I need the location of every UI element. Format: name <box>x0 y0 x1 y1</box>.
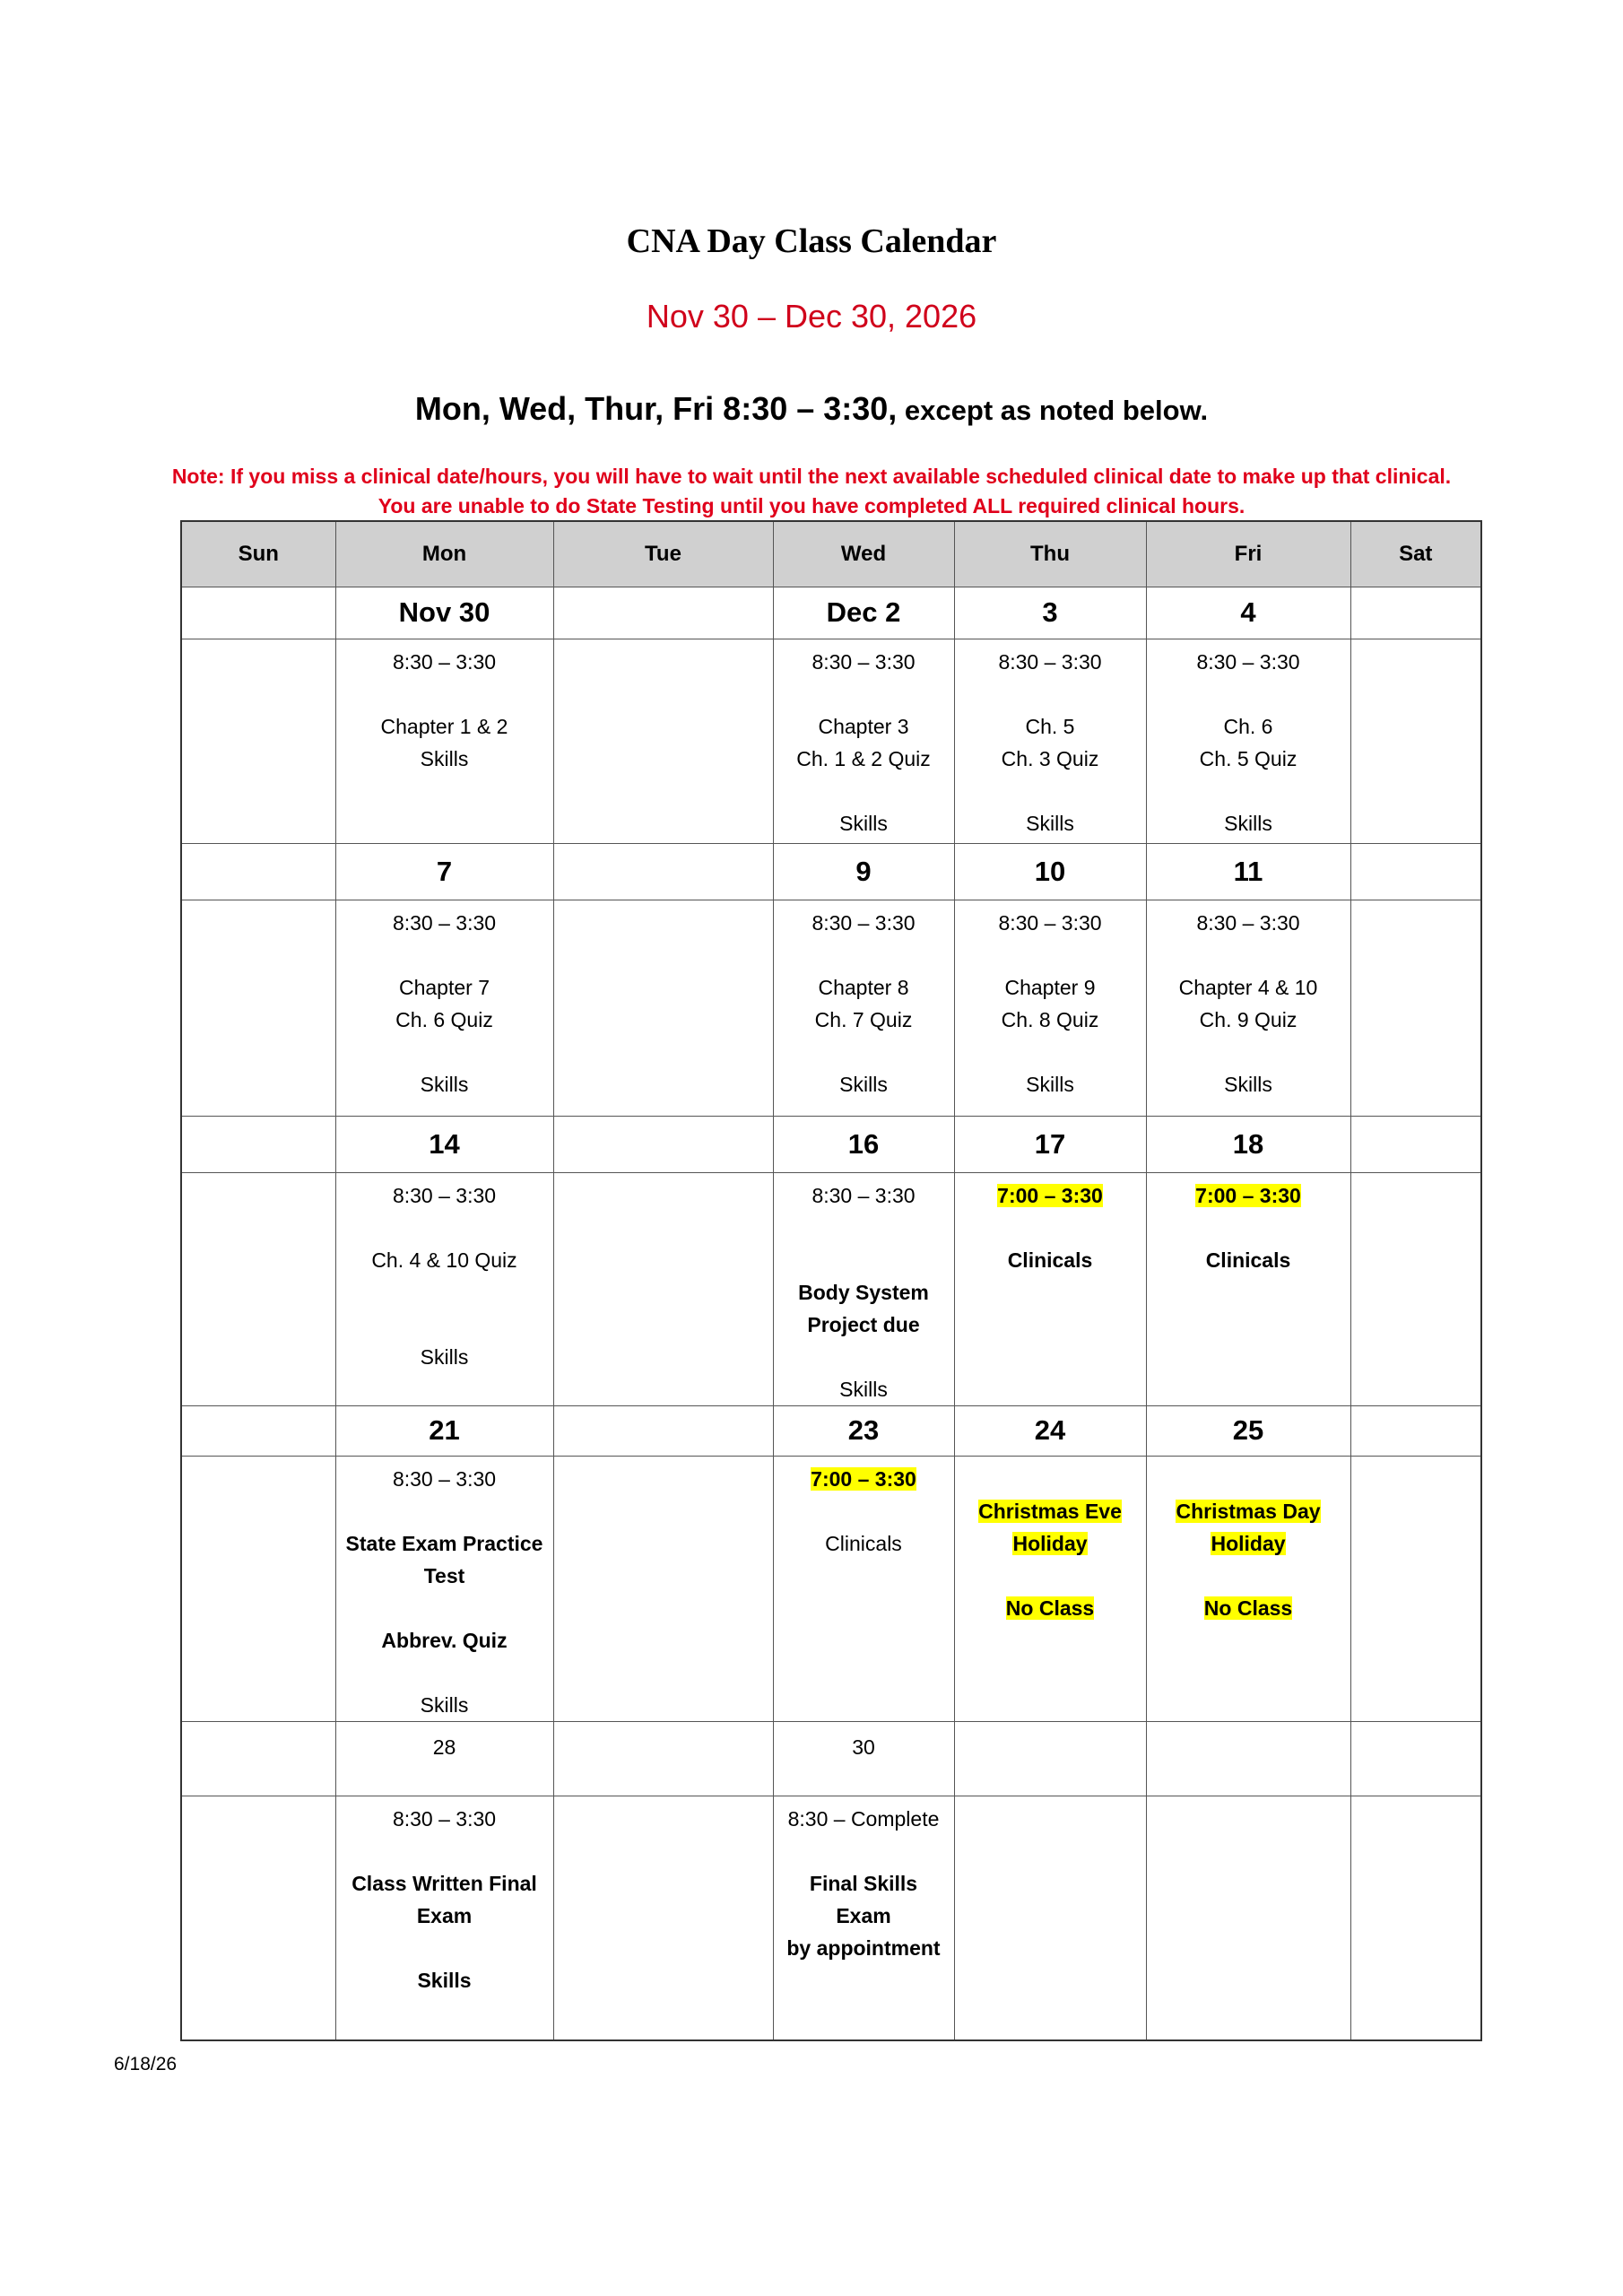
date-cell: 16 <box>773 1116 954 1172</box>
day-cell <box>954 1796 1146 2040</box>
day-cell <box>773 1796 954 2040</box>
cell-text: Ch. 4 & 10 Quiz <box>371 1248 517 1272</box>
cell-text: No Class <box>1005 1596 1095 1620</box>
date-cell: 3 <box>954 587 1146 639</box>
cell-text: Final Skills <box>809 1871 918 1895</box>
cell-text: Test <box>423 1563 465 1587</box>
cell-line <box>774 678 954 710</box>
day-cell <box>773 900 954 1116</box>
cell-line <box>774 646 954 678</box>
cell-line <box>336 1036 553 1068</box>
date-row <box>181 1405 1481 1456</box>
cell-text: Holiday <box>1012 1531 1088 1555</box>
cell-line <box>774 1212 954 1244</box>
weekday-header: Sun <box>181 521 335 587</box>
day-cell <box>773 1172 954 1405</box>
cell-line <box>774 1179 954 1212</box>
cell-line <box>336 1592 553 1624</box>
weekday-header: Sat <box>1350 521 1481 587</box>
cell-text: Skills <box>839 811 888 835</box>
date-cell <box>954 1721 1146 1796</box>
cell-text: Abbrev. Quiz <box>381 1628 508 1652</box>
date-cell <box>553 1721 773 1796</box>
note-line-2: You are unable to do State Testing until you have completed ALL required clinical hours. <box>378 494 1245 517</box>
day-cell <box>553 1172 773 1405</box>
cell-line <box>336 646 553 678</box>
cell-text: State Exam Practice <box>345 1531 543 1555</box>
cell-line <box>774 1276 954 1309</box>
date-cell <box>1350 1116 1481 1172</box>
cell-text: Chapter 1 & 2 <box>380 714 508 738</box>
cell-text: 8:30 – 3:30 <box>998 910 1102 935</box>
cell-line <box>955 1244 1146 1276</box>
cell-text: Skills <box>1026 1072 1074 1096</box>
cell-text: Ch. 7 Quiz <box>814 1007 913 1031</box>
revision-date: 6/18/26 <box>114 2054 178 2074</box>
cell-text: Holiday <box>1211 1531 1286 1555</box>
cell-text: Skills <box>1026 811 1074 835</box>
cell-line <box>336 1964 553 1996</box>
day-cell <box>773 1456 954 1721</box>
day-cell <box>553 900 773 1116</box>
cell-text: No Class <box>1203 1596 1293 1620</box>
cell-line <box>1147 939 1350 971</box>
cell-line <box>955 971 1146 1004</box>
cell-text: 7:00 – 3:30 <box>997 1183 1103 1207</box>
weekday-header: Thu <box>954 521 1146 587</box>
cell-line <box>774 971 954 1004</box>
schedule-line <box>0 387 1623 438</box>
cell-line <box>336 971 553 1004</box>
cell-line <box>336 678 553 710</box>
day-cell <box>1146 1172 1350 1405</box>
content-row <box>181 639 1481 843</box>
day-cell <box>1350 900 1481 1116</box>
date-cell: 14 <box>335 1116 553 1172</box>
day-cell <box>335 639 553 843</box>
cell-text: Skills <box>1224 1072 1272 1096</box>
cell-line <box>1147 1592 1350 1624</box>
date-cell: 25 <box>1146 1405 1350 1456</box>
cell-text: 8:30 – 3:30 <box>1196 649 1300 674</box>
cell-text: Ch. 8 Quiz <box>1001 1007 1099 1031</box>
cell-line <box>1147 1004 1350 1036</box>
cell-line <box>774 775 954 807</box>
cell-line <box>336 710 553 743</box>
date-row <box>181 843 1481 900</box>
cell-line <box>336 907 553 939</box>
day-cell <box>181 900 335 1116</box>
schedule-suffix: except as noted below. <box>897 395 1209 426</box>
cell-line <box>955 1068 1146 1100</box>
cell-line <box>336 1495 553 1527</box>
day-cell <box>954 900 1146 1116</box>
day-cell <box>1146 1456 1350 1721</box>
date-cell: 4 <box>1146 587 1350 639</box>
cell-line <box>774 1932 954 1964</box>
cell-line <box>336 1835 553 1867</box>
day-cell <box>954 1456 1146 1721</box>
date-cell <box>1350 587 1481 639</box>
day-cell <box>553 639 773 843</box>
cell-line <box>1147 1463 1350 1495</box>
cell-text: 8:30 – 3:30 <box>812 910 916 935</box>
calendar-body <box>181 587 1481 2040</box>
cell-text: Ch. 6 <box>1223 714 1273 738</box>
date-cell <box>553 587 773 639</box>
cell-line <box>774 907 954 939</box>
cell-text: Chapter 4 & 10 <box>1178 975 1318 999</box>
cell-line <box>336 743 553 775</box>
content-row <box>181 1172 1481 1405</box>
cell-text: Skills <box>417 1968 472 1992</box>
day-cell <box>1146 639 1350 843</box>
date-cell: 11 <box>1146 843 1350 900</box>
cell-text: Christmas Eve <box>978 1499 1122 1523</box>
weekday-header: Tue <box>553 521 773 587</box>
weekday-header: Wed <box>773 521 954 587</box>
date-cell: 23 <box>773 1405 954 1456</box>
day-cell <box>335 1456 553 1721</box>
cell-line <box>774 1004 954 1036</box>
date-cell <box>553 1405 773 1456</box>
cell-text: Ch. 9 Quiz <box>1199 1007 1298 1031</box>
cell-line <box>336 1803 553 1835</box>
cell-line <box>336 1689 553 1721</box>
cell-text: Ch. 3 Quiz <box>1001 746 1099 770</box>
date-cell: 28 <box>335 1721 553 1796</box>
day-cell <box>954 639 1146 843</box>
cell-line <box>955 939 1146 971</box>
cell-line <box>774 939 954 971</box>
cell-line <box>336 1244 553 1276</box>
cell-line <box>774 1835 954 1867</box>
cell-text: Skills <box>839 1377 888 1401</box>
cell-text: Ch. 5 <box>1025 714 1075 738</box>
cell-text: 8:30 – 3:30 <box>812 649 916 674</box>
cell-text: Exam <box>836 1903 891 1927</box>
day-cell <box>1350 1456 1481 1721</box>
cell-line <box>955 1463 1146 1495</box>
cell-line <box>336 1004 553 1036</box>
cell-line <box>774 1527 954 1560</box>
cell-line <box>1147 1527 1350 1560</box>
day-cell <box>954 1172 1146 1405</box>
day-cell <box>335 900 553 1116</box>
cell-text: 8:30 – Complete <box>787 1806 940 1831</box>
cell-text: 8:30 – 3:30 <box>812 1183 916 1207</box>
cell-line <box>1147 1560 1350 1592</box>
cell-line <box>1147 743 1350 775</box>
cell-line <box>1147 1068 1350 1100</box>
cell-text: 8:30 – 3:30 <box>392 1466 497 1491</box>
cell-line <box>955 1495 1146 1527</box>
cell-line <box>774 1463 954 1495</box>
cell-text: 8:30 – 3:30 <box>392 649 497 674</box>
cell-line <box>774 807 954 839</box>
content-row <box>181 1796 1481 2040</box>
date-cell: 10 <box>954 843 1146 900</box>
cell-text: Class Written Final <box>352 1871 537 1895</box>
cell-line <box>336 1276 553 1309</box>
cell-text: Skills <box>420 746 469 770</box>
cell-text: Clinicals <box>1007 1248 1093 1272</box>
cell-text: 8:30 – 3:30 <box>392 1183 497 1207</box>
date-cell: 24 <box>954 1405 1146 1456</box>
cell-line <box>774 710 954 743</box>
cell-line <box>336 1900 553 1932</box>
cell-line <box>336 1527 553 1560</box>
cell-line <box>774 1373 954 1405</box>
cell-text: Exam <box>416 1903 473 1927</box>
cell-line <box>955 1592 1146 1624</box>
date-row <box>181 1721 1481 1796</box>
content-row <box>181 1456 1481 1721</box>
date-cell <box>553 843 773 900</box>
cell-text: 8:30 – 3:30 <box>392 910 497 935</box>
day-cell <box>1146 900 1350 1116</box>
calendar-table <box>180 520 1482 2041</box>
day-cell <box>335 1172 553 1405</box>
day-cell <box>181 639 335 843</box>
cell-text: Skills <box>420 1692 469 1717</box>
cell-line <box>1147 1212 1350 1244</box>
cell-line <box>336 1560 553 1592</box>
cell-line <box>1147 710 1350 743</box>
cell-line <box>955 1036 1146 1068</box>
cell-text: 7:00 – 3:30 <box>1195 1183 1301 1207</box>
day-cell <box>773 639 954 843</box>
cell-text: Ch. 6 Quiz <box>395 1007 493 1031</box>
cell-line <box>336 1309 553 1341</box>
date-row <box>181 587 1481 639</box>
date-cell <box>181 1405 335 1456</box>
date-cell: 17 <box>954 1116 1146 1172</box>
day-cell <box>181 1456 335 1721</box>
day-cell <box>335 1796 553 2040</box>
weekday-header-row <box>181 521 1481 587</box>
cell-line <box>774 1495 954 1527</box>
date-range: Nov 30 – Dec 30, 2026 <box>646 298 977 335</box>
date-cell: Dec 2 <box>773 587 954 639</box>
cell-text: 7:00 – 3:30 <box>811 1466 916 1491</box>
cell-line <box>336 1624 553 1657</box>
date-cell: 30 <box>773 1721 954 1796</box>
cell-text: Skills <box>420 1344 469 1369</box>
cell-line <box>955 1179 1146 1212</box>
cell-line <box>774 1900 954 1932</box>
date-cell: 9 <box>773 843 954 900</box>
day-cell <box>553 1796 773 2040</box>
cell-line <box>955 807 1146 839</box>
date-row <box>181 1116 1481 1172</box>
day-cell <box>1146 1796 1350 2040</box>
cell-line <box>955 1560 1146 1592</box>
cell-text: Ch. 1 & 2 Quiz <box>796 746 931 770</box>
cell-line <box>774 1341 954 1373</box>
date-cell: Nov 30 <box>335 587 553 639</box>
cell-line <box>336 1463 553 1495</box>
schedule-main: Mon, Wed, Thur, Fri 8:30 – 3:30, <box>414 390 898 427</box>
cell-text: Body System <box>798 1280 929 1304</box>
date-cell <box>1146 1721 1350 1796</box>
cell-line <box>1147 807 1350 839</box>
cell-text: Skills <box>420 1072 469 1096</box>
cell-line <box>1147 1036 1350 1068</box>
cell-text: Christmas Day <box>1176 1499 1321 1523</box>
cell-line <box>336 1179 553 1212</box>
cell-text: 8:30 – 3:30 <box>998 649 1102 674</box>
cell-line <box>774 1867 954 1900</box>
cell-line <box>336 1068 553 1100</box>
day-cell <box>181 1796 335 2040</box>
cell-line <box>336 939 553 971</box>
cell-line <box>336 1932 553 1964</box>
cell-line <box>774 1803 954 1835</box>
cell-text: Project due <box>807 1312 920 1336</box>
day-cell <box>553 1456 773 1721</box>
cell-line <box>774 1309 954 1341</box>
cell-line <box>1147 678 1350 710</box>
cell-text: by appointment <box>786 1935 941 1960</box>
calendar-title: CNA Day Class Calendar <box>626 222 997 260</box>
day-cell <box>1350 1796 1481 2040</box>
cell-line <box>774 743 954 775</box>
date-cell <box>181 1721 335 1796</box>
note-line-1: Note: If you miss a clinical date/hours, you will have to wait until the next available scheduled clinical date to make up that clinical. <box>171 465 1452 488</box>
cell-text: Skills <box>1224 811 1272 835</box>
cell-line <box>1147 1244 1350 1276</box>
cell-line <box>1147 971 1350 1004</box>
cell-line <box>774 1068 954 1100</box>
cell-text: 8:30 – 3:30 <box>392 1806 497 1831</box>
date-cell <box>1350 1405 1481 1456</box>
cell-line <box>774 1244 954 1276</box>
date-cell <box>1350 843 1481 900</box>
cell-text: 8:30 – 3:30 <box>1196 910 1300 935</box>
cell-text: Ch. 5 Quiz <box>1199 746 1298 770</box>
date-cell <box>553 1116 773 1172</box>
date-cell: 7 <box>335 843 553 900</box>
cell-line <box>955 1212 1146 1244</box>
cell-text: Chapter 8 <box>818 975 909 999</box>
weekday-header: Fri <box>1146 521 1350 587</box>
cell-line <box>955 1004 1146 1036</box>
date-cell <box>1350 1721 1481 1796</box>
cell-line <box>1147 907 1350 939</box>
cell-line <box>336 1212 553 1244</box>
cell-line <box>955 678 1146 710</box>
cell-line <box>336 1867 553 1900</box>
cell-line <box>1147 1179 1350 1212</box>
day-cell <box>181 1172 335 1405</box>
date-cell: 21 <box>335 1405 553 1456</box>
date-cell <box>181 843 335 900</box>
cell-line <box>955 775 1146 807</box>
content-row <box>181 900 1481 1116</box>
date-cell: 18 <box>1146 1116 1350 1172</box>
date-cell <box>181 587 335 639</box>
cell-line <box>1147 1495 1350 1527</box>
cell-text: Chapter 7 <box>398 975 490 999</box>
cell-line <box>774 1036 954 1068</box>
cell-text: Chapter 9 <box>1004 975 1096 999</box>
cell-line <box>955 710 1146 743</box>
date-cell <box>181 1116 335 1172</box>
cell-text: Chapter 3 <box>818 714 909 738</box>
cell-line <box>955 646 1146 678</box>
weekday-header: Mon <box>335 521 553 587</box>
cell-line <box>336 1657 553 1689</box>
cell-text: Clinicals <box>1205 1248 1291 1272</box>
cell-line <box>336 1341 553 1373</box>
day-cell <box>1350 639 1481 843</box>
cell-line <box>1147 646 1350 678</box>
cell-line <box>955 907 1146 939</box>
cell-line <box>955 1527 1146 1560</box>
day-cell <box>1350 1172 1481 1405</box>
cell-line <box>1147 775 1350 807</box>
cell-text: Clinicals <box>825 1531 902 1555</box>
cell-line <box>955 743 1146 775</box>
cell-text: Skills <box>839 1072 888 1096</box>
